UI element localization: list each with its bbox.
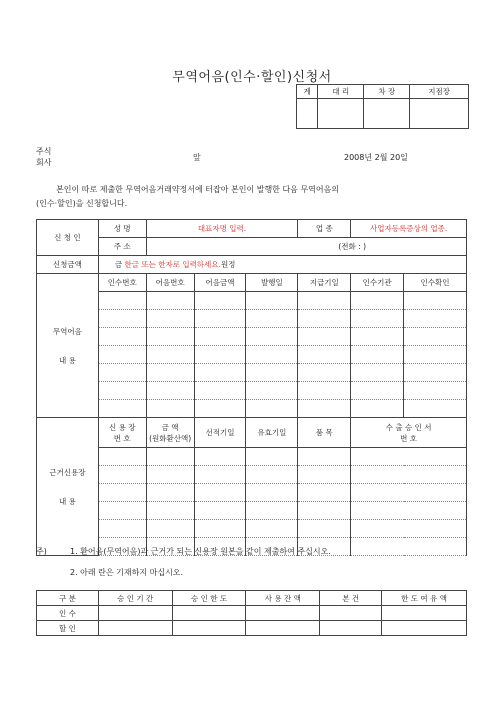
phone-label: (전화 : ) — [338, 242, 366, 251]
bill-row — [37, 364, 467, 382]
lc-amount-sub: (원화환산액) — [149, 433, 192, 443]
export-approval-sub: 번 호 — [400, 433, 418, 443]
lc-label-cell — [37, 418, 99, 556]
note-item-2: 2. 아래 란은 기재하지 마십시오. — [70, 568, 184, 577]
lc-row — [37, 466, 467, 484]
lc-amount-label: 금 액 — [161, 422, 179, 432]
lc-row — [37, 484, 467, 502]
bottom-header: 한 도 여 유 액 — [382, 591, 467, 606]
lc-column-header: 유효기일 — [246, 418, 298, 448]
amount-prefix: 금 — [114, 260, 123, 269]
bill-label-bottom: 내 용 — [58, 355, 76, 365]
lc-row — [37, 502, 467, 520]
name-label: 성 명 — [98, 220, 146, 238]
name-field[interactable]: 대표자명 입력. — [146, 220, 298, 238]
lc-number-label: 신 용 장 — [108, 422, 136, 432]
signature-cell[interactable] — [318, 99, 364, 129]
bill-column-header: 인수확인 — [404, 274, 467, 292]
application-table — [36, 219, 467, 556]
business-label: 업 종 — [298, 220, 351, 238]
note-item-1: 1. 환어음(무역어음)과 근거가 되는 신용장 원본을 같이 제출하여 주십시오. — [70, 547, 331, 556]
approval-header: 차 장 — [364, 85, 410, 99]
company-suffix: 앞 — [193, 153, 201, 162]
lc-column-header — [351, 418, 467, 448]
bill-label-cell — [37, 274, 99, 418]
bill-column-header: 발행일 — [246, 274, 298, 292]
company-prefix-bottom: 회사 — [36, 158, 52, 167]
internal-use-table — [36, 590, 467, 636]
bill-column-header: 어음번호 — [146, 274, 194, 292]
bill-row — [37, 310, 467, 328]
page-title: 무역어음(인수·할인)신청서 — [172, 70, 332, 85]
lc-label-bottom: 내 용 — [58, 496, 76, 506]
lc-column-header: 선적기일 — [194, 418, 246, 448]
intro-line-2: (인수·할인)을 신청합니다. — [36, 199, 128, 208]
lc-label-top: 근거신용장 — [49, 467, 86, 477]
lc-number-sub: 번 호 — [113, 433, 131, 443]
bill-row — [37, 382, 467, 400]
bottom-header: 사 용 잔 액 — [246, 591, 320, 606]
lc-row — [37, 520, 467, 538]
document-date: 2008년 2월 20일 — [344, 153, 408, 162]
lc-column-header: 품 목 — [298, 418, 351, 448]
bottom-header: 본 건 — [320, 591, 382, 606]
bill-column-header: 인수번호 — [98, 274, 146, 292]
address-field[interactable] — [146, 238, 466, 256]
bill-label-top: 무역어음 — [52, 326, 82, 336]
signature-cell[interactable] — [364, 99, 410, 129]
lc-column-header — [146, 418, 194, 448]
signature-cell[interactable] — [410, 99, 469, 129]
bottom-header: 구 분 — [37, 591, 99, 606]
approval-table — [296, 84, 469, 129]
amount-label: 신청금액 — [37, 256, 99, 274]
export-approval-label: 수 출 승 인 서 — [385, 422, 432, 432]
bill-column-header: 지급기일 — [298, 274, 351, 292]
amount-hint: 한글 또는 한자로 입력하세요. — [124, 260, 221, 269]
notes-prefix: 주) — [36, 547, 47, 556]
amount-field[interactable] — [98, 256, 466, 274]
intro-line-1: 본인이 따로 제출한 무역어음거래약정서에 터잡아 본인이 발행한 다음 무역어음의 — [56, 185, 340, 194]
bottom-row-label: 인 수 — [37, 606, 99, 621]
applicant-label: 신 청 인 — [37, 220, 99, 256]
bill-row — [37, 346, 467, 364]
bill-row — [37, 400, 467, 418]
lc-row — [37, 448, 467, 466]
company-prefix-top: 주식 — [36, 147, 52, 156]
amount-suffix: 원정 — [220, 260, 236, 269]
bill-column-header: 어음금액 — [194, 274, 246, 292]
business-field[interactable]: 사업자등록증상의 업종. — [351, 220, 467, 238]
bill-row — [37, 292, 467, 310]
bottom-header: 승 인 한 도 — [172, 591, 246, 606]
approval-header: 대 리 — [318, 85, 364, 99]
bill-column-header: 인수기관 — [351, 274, 404, 292]
bill-row — [37, 328, 467, 346]
bottom-header: 승 인 기 간 — [98, 591, 172, 606]
approval-header: 계 — [297, 85, 318, 99]
bottom-row-label: 할 인 — [37, 621, 99, 636]
approval-header: 지점장 — [410, 85, 469, 99]
lc-column-header — [98, 418, 146, 448]
address-label: 주 소 — [98, 238, 146, 256]
signature-cell[interactable] — [297, 99, 318, 129]
